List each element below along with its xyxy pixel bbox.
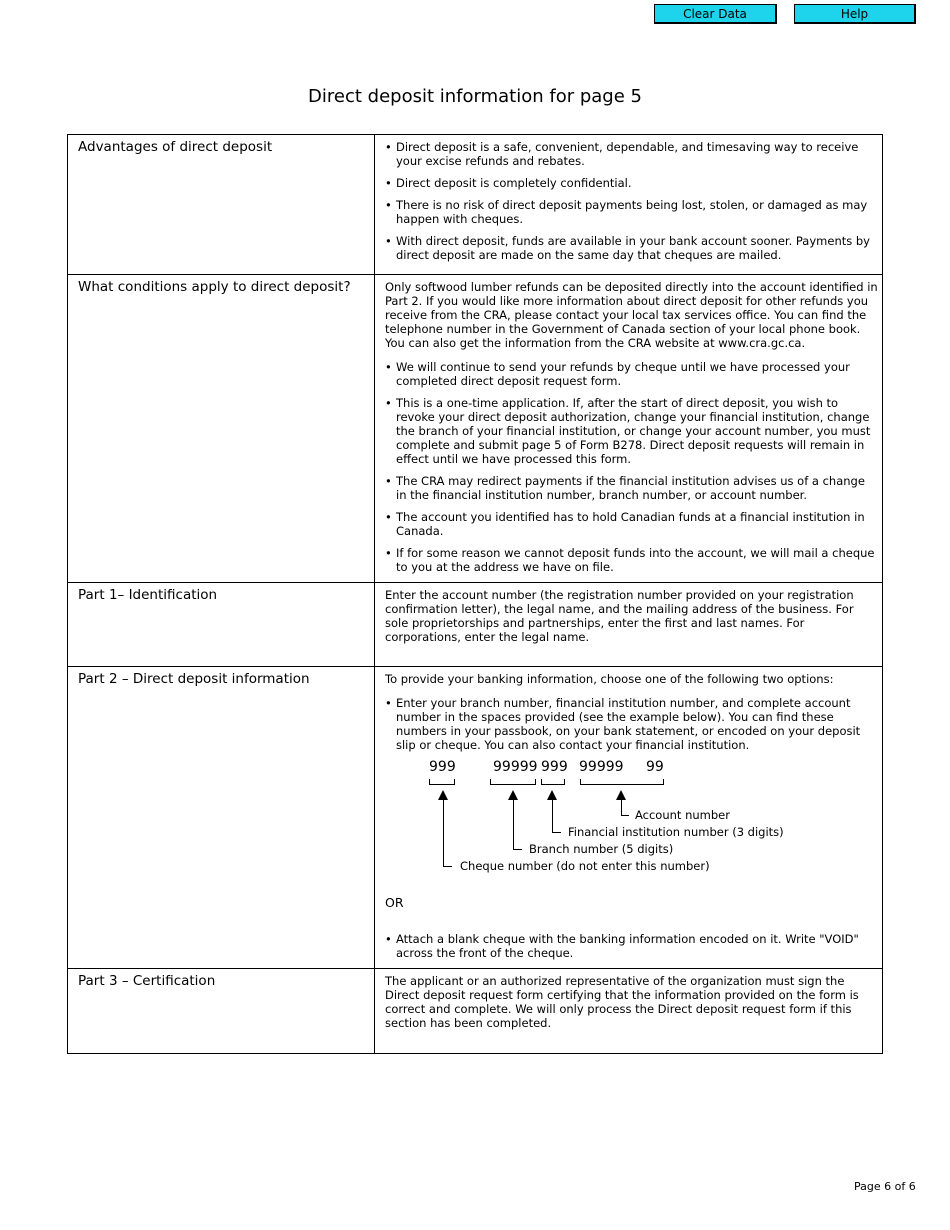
list-item: • Attach a blank cheque with the banking information encoded on it. Write "VOID" across the front of the cheque. <box>385 932 878 960</box>
conditions-body <box>375 275 883 583</box>
clear-data-button[interactable]: Clear Data <box>654 4 777 24</box>
branch-number-label: Branch number (5 digits) <box>529 842 674 856</box>
list-item: • The account you identified has to hold Canadian funds at a financial institution in Canada. <box>385 510 878 538</box>
leader-line <box>621 815 629 816</box>
check-digit-example: 99 <box>646 759 664 775</box>
conditions-heading: What conditions apply to direct deposit? <box>68 275 375 583</box>
part2-intro: To provide your banking information, choose one of the following two options: <box>385 672 834 686</box>
advantages-body <box>375 135 883 275</box>
bracket <box>454 779 455 785</box>
part2-body <box>375 667 883 969</box>
leader-line <box>513 799 514 849</box>
row-conditions <box>68 275 883 583</box>
bracket <box>429 779 430 785</box>
list-item: • There is no risk of direct deposit payments being lost, stolen, or damaged as may happen with cheques. <box>385 198 878 226</box>
list-item: • Direct deposit is a safe, convenient, dependable, and timesaving way to receive your excise refunds and rebates. <box>385 140 878 168</box>
branch-number-example: 99999 <box>493 759 538 775</box>
bracket <box>490 784 536 785</box>
bracket <box>580 784 664 785</box>
advantages-heading: Advantages of direct deposit <box>68 135 375 275</box>
list-item: • This is a one-time application. If, after the start of direct deposit, you wish to revoke your direct deposit authorization, change your financial institution, change the branch of your financial institution, or change your account number, you must complete and submit page 5 of Form B278. Direct deposit requests will remain in effect until we have processed this form. <box>385 396 878 466</box>
bracket <box>535 779 536 785</box>
institution-number-example: 999 <box>541 759 568 775</box>
part2-heading: Part 2 – Direct deposit information <box>68 667 375 969</box>
bracket <box>541 784 565 785</box>
list-item: • If for some reason we cannot deposit funds into the account, we will mail a cheque to you at the address we have on file. <box>385 546 878 574</box>
banking-number-diagram <box>385 760 878 890</box>
leader-line <box>552 799 553 832</box>
list-item: • The CRA may redirect payments if the financial institution advises us of a change in the financial institution number, branch number, or account number. <box>385 474 878 502</box>
bracket <box>564 779 565 785</box>
list-item: • Direct deposit is completely confidential. <box>385 176 878 190</box>
cheque-number-label: Cheque number (do not enter this number) <box>460 859 710 873</box>
account-number-example: 99999 <box>579 759 624 775</box>
bracket <box>490 779 491 785</box>
leader-line <box>443 799 444 866</box>
part3-text: The applicant or an authorized representative of the organization must sign the Direct deposit request form certifying that the information provided on the form is correct and complete. We will only process the Direct deposit request form if this section has been completed. <box>375 969 883 1054</box>
bracket <box>541 779 542 785</box>
list-item: • We will continue to send your refunds by cheque until we have processed your completed direct deposit request form. <box>385 360 878 388</box>
page-number: Page 6 of 6 <box>854 1180 916 1193</box>
list-item: • Enter your branch number, financial institution number, and complete account number in the spaces provided (see the example below). You can find these numbers in your passbook, on your bank statement, or encoded on your deposit slip or cheque. You can also contact your financial institution. <box>385 696 878 752</box>
account-number-label: Account number <box>635 808 730 822</box>
conditions-intro: Only softwood lumber refunds can be deposited directly into the account identified in Part 2. If you would like more information about direct deposit for other refunds you receive from the CRA, please contact your local tax services office. You can find the telephone number in the Government of Canada section of your local phone book. You can also get the information from the CRA website at www.cra.gc.ca. <box>385 280 878 350</box>
row-part1 <box>68 583 883 667</box>
leader-line <box>552 832 561 833</box>
leader-line <box>513 849 522 850</box>
row-advantages <box>68 135 883 275</box>
leader-line <box>443 866 452 867</box>
bracket <box>429 784 455 785</box>
part1-heading: Part 1– Identification <box>68 583 375 667</box>
row-part3 <box>68 969 883 1054</box>
page-title: Direct deposit information for page 5 <box>308 86 642 107</box>
info-table <box>67 134 883 1054</box>
institution-number-label: Financial institution number (3 digits) <box>568 825 784 839</box>
leader-line <box>621 799 622 815</box>
or-separator: OR <box>385 895 404 910</box>
row-part2 <box>68 667 883 969</box>
part1-text: Enter the account number (the registration number provided on your registration confirmation letter), the legal name, and the mailing address of the business. For sole proprietorships and partnerships, enter the first and last names. For corporations, enter the legal name. <box>375 583 883 667</box>
help-button[interactable]: Help <box>794 4 916 24</box>
part3-heading: Part 3 – Certification <box>68 969 375 1054</box>
list-item: • With direct deposit, funds are available in your bank account sooner. Payments by direct deposit are made on the same day that cheques are mailed. <box>385 234 878 262</box>
bracket <box>663 779 664 785</box>
bracket <box>580 779 581 785</box>
cheque-number-example: 999 <box>429 759 456 775</box>
